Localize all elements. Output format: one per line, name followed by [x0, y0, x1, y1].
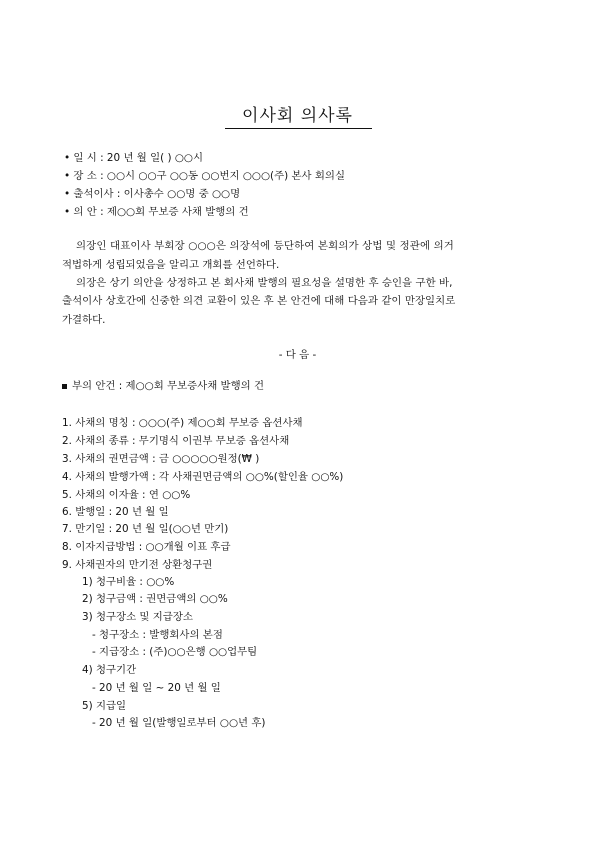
- sub-sub-item: - 20 년 월 일(발행일로부터 ○○년 후): [92, 717, 266, 729]
- paragraph-line: 적법하게 성립되었음을 알리고 개회를 선언하다.: [62, 259, 280, 271]
- sub-item: 2) 청구금액 : 권면금액의 ○○%: [82, 593, 228, 605]
- list-item: 9. 사채권자의 만기전 상환청구권: [62, 559, 213, 571]
- sub-item: 4) 청구기간: [82, 664, 137, 676]
- sub-sub-item: - 20 년 월 일 ~ 20 년 월 일: [92, 682, 221, 694]
- paragraph-line: 가결하다.: [62, 314, 106, 326]
- list-item: 7. 만기일 : 20 년 월 일(○○년 만기): [62, 523, 229, 535]
- header-attendance: • 출석이사 : 이사총수 ○○명 중 ○○명: [64, 188, 241, 200]
- header-place: • 장 소 : ○○시 ○○구 ○○동 ○○번지 ○○○(주) 본사 회의실: [64, 170, 345, 182]
- list-item: 5. 사채의 이자율 : 연 ○○%: [62, 489, 191, 501]
- list-item: 1. 사채의 명칭 : ○○○(주) 제○○회 무보증 옵션사채: [62, 417, 303, 429]
- section-marker: - 다 음 -: [278, 349, 317, 361]
- sub-item: 3) 청구장소 및 지급장소: [82, 611, 193, 623]
- list-item: 4. 사채의 발행가액 : 각 사채권면금액의 ○○%(할인율 ○○%): [62, 471, 344, 483]
- paragraph-line: 의장인 대표이사 부회장 ○○○은 의장석에 등단하여 본회의가 상법 및 정관에 의거: [76, 240, 454, 252]
- list-item: 3. 사채의 권면금액 : 금 ○○○○○원정(₩ ): [62, 453, 260, 465]
- header-date: • 일 시 : 20 년 월 일( ) ○○시: [64, 152, 204, 164]
- header-agenda: • 의 안 : 제○○회 무보증 사채 발행의 건: [64, 206, 249, 218]
- paragraph-line: 의장은 상기 의안을 상정하고 본 회사채 발행의 필요성을 설명한 후 승인을 구한 바,: [76, 277, 453, 289]
- square-bullet-icon: [62, 384, 67, 389]
- list-item: 8. 이자지급방법 : ○○개월 이표 후급: [62, 541, 231, 553]
- title-underline: [225, 128, 372, 129]
- sub-sub-item: - 청구장소 : 발행회사의 본점: [92, 629, 223, 641]
- agenda-title: 부의 안건 : 제○○회 무보증사채 발행의 건: [72, 380, 265, 392]
- document-title: 이사회 의사록: [242, 106, 353, 126]
- paragraph-line: 출석이사 상호간에 신중한 의견 교환이 있은 후 본 안건에 대해 다음과 같이 만장일치로: [62, 295, 456, 307]
- sub-sub-item: - 지급장소 : (주)○○은행 ○○업무팀: [92, 646, 258, 658]
- sub-item: 1) 청구비율 : ○○%: [82, 576, 175, 588]
- list-item: 6. 발행일 : 20 년 월 일: [62, 506, 169, 518]
- list-item: 2. 사채의 종류 : 무기명식 이권부 무보증 옵션사채: [62, 435, 290, 447]
- sub-item: 5) 지급일: [82, 700, 127, 712]
